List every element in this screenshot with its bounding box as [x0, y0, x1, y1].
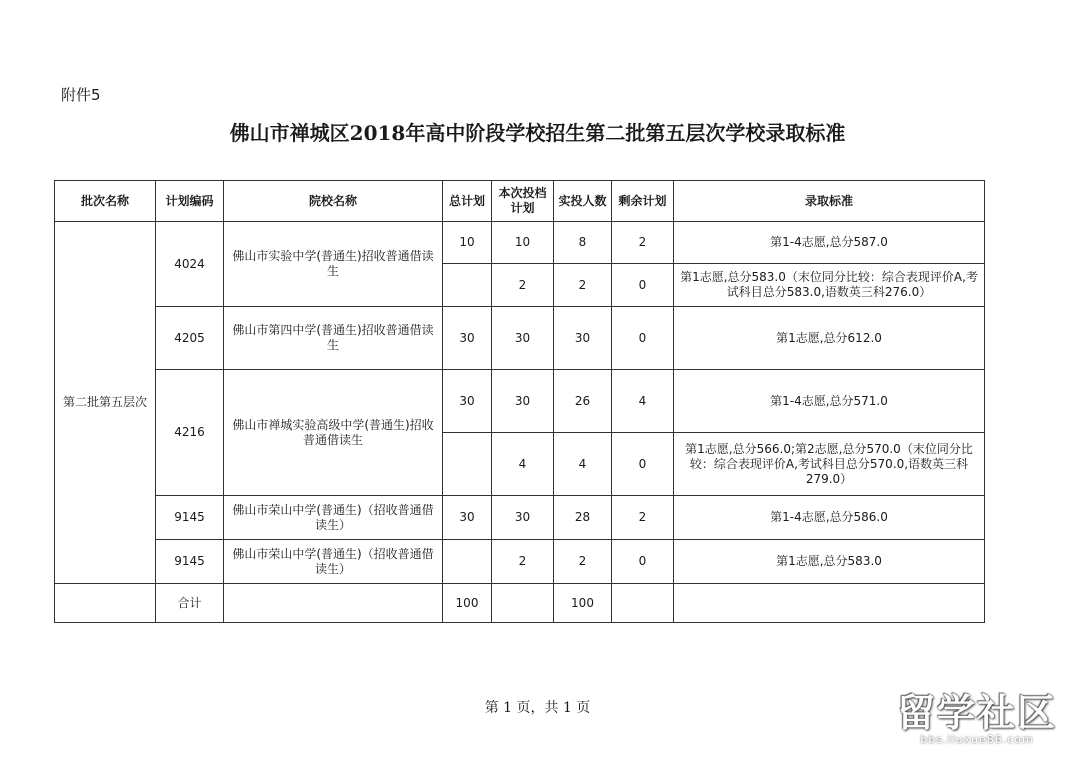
- totals-empty-cell: [224, 584, 443, 623]
- totals-row: [55, 584, 985, 623]
- school-cell: 佛山市荣山中学(普通生)（招收普通借读生）: [224, 496, 443, 540]
- total-cell: 30: [443, 496, 492, 540]
- code-cell: 9145: [156, 540, 224, 584]
- actual-cell: 8: [554, 222, 612, 264]
- actual-cell: 2: [554, 264, 612, 307]
- totals-empty-cell: [674, 584, 985, 623]
- table-row: [55, 307, 985, 370]
- header-standard: 录取标准: [674, 181, 985, 222]
- header-current: 本次投档计划: [492, 181, 554, 222]
- school-cell: 佛山市实验中学(普通生)招收普通借读生: [224, 222, 443, 307]
- admission-table: [54, 180, 985, 623]
- table-row: [55, 370, 985, 433]
- total-cell: 30: [443, 307, 492, 370]
- code-cell: 4205: [156, 307, 224, 370]
- total-cell: 30: [443, 370, 492, 433]
- total-cell: 10: [443, 222, 492, 264]
- total-cell: [443, 264, 492, 307]
- header-actual: 实投人数: [554, 181, 612, 222]
- totals-total: 100: [443, 584, 492, 623]
- table-row: [55, 496, 985, 540]
- watermark-logo: 留学社区: [896, 691, 1057, 735]
- remaining-cell: 0: [612, 264, 674, 307]
- totals-empty-cell: [55, 584, 156, 623]
- actual-cell: 4: [554, 433, 612, 496]
- standard-cell: 第1-4志愿,总分587.0: [674, 222, 985, 264]
- standard-cell: 第1志愿,总分583.0（末位同分比较：综合表现评价A,考试科目总分583.0,语数英三科276.0）: [674, 264, 985, 307]
- header-total: 总计划: [443, 181, 492, 222]
- total-cell: [443, 433, 492, 496]
- totals-label: 合计: [156, 584, 224, 623]
- remaining-cell: 2: [612, 222, 674, 264]
- table-row: [55, 540, 985, 584]
- document-title: 佛山市禅城区2018年高中阶段学校招生第二批第五层次学校录取标准: [229, 121, 846, 145]
- current-cell: 2: [492, 540, 554, 584]
- header-school: 院校名称: [224, 181, 443, 222]
- watermark: [897, 693, 1057, 746]
- code-cell: 9145: [156, 496, 224, 540]
- attachment-label: 附件5: [61, 86, 101, 104]
- current-cell: 30: [492, 370, 554, 433]
- standard-cell: 第1志愿,总分566.0;第2志愿,总分570.0（末位同分比较：综合表现评价A,考试科目总分570.0,语数英三科279.0）: [674, 433, 985, 496]
- header-code: 计划编码: [156, 181, 224, 222]
- current-cell: 4: [492, 433, 554, 496]
- actual-cell: 28: [554, 496, 612, 540]
- header-batch: 批次名称: [55, 181, 156, 222]
- current-cell: 30: [492, 307, 554, 370]
- totals-actual: 100: [554, 584, 612, 623]
- remaining-cell: 0: [612, 307, 674, 370]
- current-cell: 2: [492, 264, 554, 307]
- school-cell: 佛山市第四中学(普通生)招收普通借读生: [224, 307, 443, 370]
- batch-name-cell: 第二批第五层次: [55, 222, 156, 584]
- remaining-cell: 0: [612, 540, 674, 584]
- remaining-cell: 2: [612, 496, 674, 540]
- school-cell: 佛山市禅城实验高级中学(普通生)招收普通借读生: [224, 370, 443, 496]
- actual-cell: 2: [554, 540, 612, 584]
- remaining-cell: 0: [612, 433, 674, 496]
- totals-empty-cell: [492, 584, 554, 623]
- actual-cell: 26: [554, 370, 612, 433]
- current-cell: 10: [492, 222, 554, 264]
- table-row: [55, 222, 985, 264]
- standard-cell: 第1志愿,总分612.0: [674, 307, 985, 370]
- header-row: [55, 181, 985, 222]
- code-cell: 4216: [156, 370, 224, 496]
- remaining-cell: 4: [612, 370, 674, 433]
- actual-cell: 30: [554, 307, 612, 370]
- current-cell: 30: [492, 496, 554, 540]
- school-cell: 佛山市荣山中学(普通生)（招收普通借读生）: [224, 540, 443, 584]
- header-remaining: 剩余计划: [612, 181, 674, 222]
- standard-cell: 第1-4志愿,总分571.0: [674, 370, 985, 433]
- standard-cell: 第1-4志愿,总分586.0: [674, 496, 985, 540]
- watermark-url: bbs.liuxue86.com: [920, 733, 1034, 746]
- totals-empty-cell: [612, 584, 674, 623]
- code-cell: 4024: [156, 222, 224, 307]
- total-cell: [443, 540, 492, 584]
- standard-cell: 第1志愿,总分583.0: [674, 540, 985, 584]
- page-footer: 第 1 页，共 1 页: [484, 700, 591, 716]
